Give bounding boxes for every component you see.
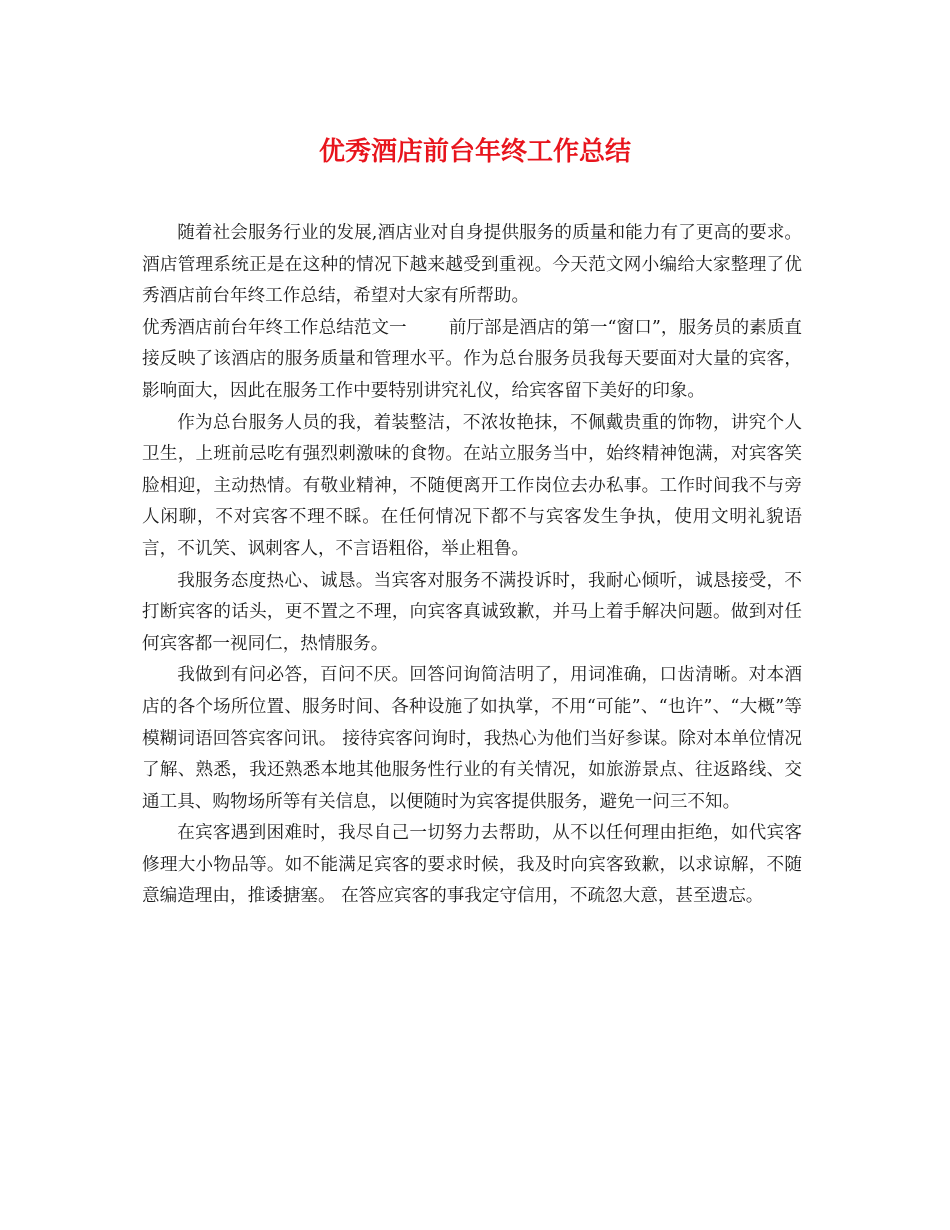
sample-heading: 优秀酒店前台年终工作总结范文一 [142,317,407,338]
body-paragraph-3: 我做到有问必答，百问不厌。回答问询简洁明了，用词准确，口齿清晰。对本酒店的各个场所位置、服务时间、各种设施了如执掌，不用“可能”、“也许”、“大概”等模糊词语回答宾客问讯。 接待宾客问询时，我热心为他们当好参谋。除对本单位情况了解、熟悉，我还熟悉本地其他服务性行业的有关情况，如旅游景点、往返路线、交通工具、购物场所等有关信息，以便随时为宾客提供服务，避免一问三不知。 [142,665,802,812]
intro-paragraph: 随着社会服务行业的发展,酒店业对自身提供服务的质量和能力有了更高的要求。酒店管理系统正是在这种的情况下越来越受到重视。今天范文网小编给大家整理了优秀酒店前台年终工作总结，希望对大家有所帮助。 [142,223,802,307]
body-paragraph-2: 我服务态度热心、诚恳。当宾客对服务不满投诉时，我耐心倾听，诚恳接受，不打断宾客的话头，更不置之不理，向宾客真诚致歉，并马上着手解决问题。做到对任何宾客都一视同仁，热情服务。 [142,570,802,654]
document-title: 优秀酒店前台年终工作总结 [318,137,631,167]
document-body [142,218,802,913]
sample-lead-text: 前厅部是酒店的第一“窗口”，服务员的素质直接反映了该酒店的服务质量和管理水平。作为总台服务员我每天要面对大量的宾客，影响面大，因此在服务工作中要特别讲究礼仪，给宾客留下美好的印象。 [142,317,802,401]
sample-paragraph [142,313,802,408]
body-paragraph-1: 作为总台服务人员的我，着装整洁，不浓妆艳抹，不佩戴贵重的饰物，讲究个人卫生，上班前忌吃有强烈刺激味的食物。在站立服务当中，始终精神饱满，对宾客笑脸相迎，主动热情。有敬业精神，不随便离开工作岗位去办私事。工作时间我不与旁人闲聊，不对宾客不理不睬。在任何情况下都不与宾客发生争执，使用文明礼貌语言，不讥笑、讽刺客人，不言语粗俗，举止粗鲁。 [142,412,802,559]
body-paragraph-4: 在宾客遇到困难时，我尽自己一切努力去帮助，从不以任何理由拒绝，如代宾客修理大小物品等。如不能满足宾客的要求时候，我及时向宾客致歉，以求谅解，不随意编造理由，推诿搪塞。 在答应宾客的事我定守信用，不疏忽大意，甚至遗忘。 [142,823,802,907]
